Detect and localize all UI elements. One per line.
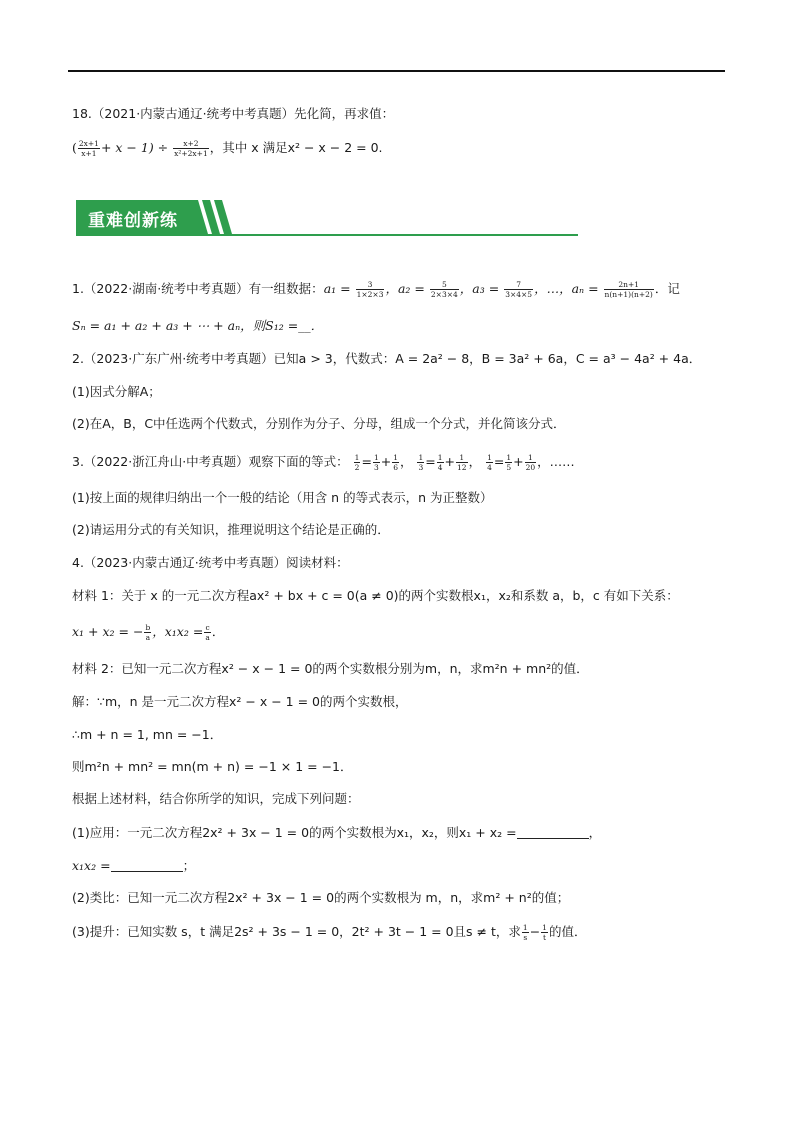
q18-fraction-1: $\frac{2x+1}{x+1}$ xyxy=(78,139,99,158)
p3-line-2: (1)按上面的规律归纳出一个一般的结论（用含 n 的等式表示，n 为正整数） xyxy=(72,490,493,505)
q18-title: 18.（2021·内蒙古通辽·统考中考真题）先化简，再求值： xyxy=(72,106,395,121)
q18-fraction-2: $\frac{x+2}{\text{x²+2x+1}}$ xyxy=(174,139,208,158)
p4-line-5: 解：∵m，n 是一元二次方程x² − x − 1 = 0的两个实数根， xyxy=(72,694,408,709)
p2-line-3: (2)在A，B，C中任选两个代数式，分别作为分子、分母，组成一个分式，并化简该分式． xyxy=(72,416,566,431)
q18-expression: ( $\frac{2x+1}{x+1}$ + x − 1) ÷ $\frac{x+2}{\text{x²+2x+1}}$ ，其中 x 满足x² − x − 2 = 0. xyxy=(72,139,383,158)
p1-line-1: 1.（2022·湖南·统考中考真题）有一组数据：a₁ = $\frac{3}{1\times 2\times 3}$ ，a₂ = $\frac{5}{2\times 3\times 4}$ ，a₃ = $\frac{7}{3\times 4\times 5}$ ，…，aₙ = $\frac{2n+1}{n(n+1)(n+2)}$ ．记 xyxy=(72,280,680,299)
p3-equation-1: $\frac{1}{2}$ = $\frac{1}{3}$ + $\frac{1}{6}$ xyxy=(354,453,398,472)
p4-line-11: (2)类比：已知一元二次方程2x² + 3x − 1 = 0的两个实数根为 m，n，求m² + n²的值； xyxy=(72,890,570,905)
p3-line-3: (2)请运用分式的有关知识，推理说明这个结论是正确的． xyxy=(72,522,390,537)
p3-line-1: 3.（2022·浙江舟山·中考真题）观察下面的等式： $\frac{1}{2}$ = $\frac{1}{3}$ + $\frac{1}{6}$ ， $\frac{1}{3}$ = $\frac{1}{4}$ + $\frac{1}{12}$ ， $\frac{1}{4}$ = $\frac{1}{5}$ + $\frac{1}{20}$ ，…… xyxy=(72,453,575,472)
p4-line-9: (1)应用：一元二次方程2x² + 3x − 1 = 0的两个实数根为x₁，x₂，则x₁ + x₂ = ， xyxy=(72,825,602,840)
section-rule xyxy=(76,234,578,236)
p3-equation-3: $\frac{1}{4}$ = $\frac{1}{5}$ + $\frac{1}{20}$ xyxy=(487,453,536,472)
section-title: 重难创新练 xyxy=(88,211,178,231)
p2-line-2: (1)因式分解A； xyxy=(72,384,161,399)
p4-line-1: 4.（2023·内蒙古通辽·统考中考真题）阅读材料： xyxy=(72,555,349,570)
p4-line-12: (3)提升：已知实数 s，t 满足2s² + 3s − 1 = 0，2t² + 3t − 1 = 0且s ≠ t，求 $\frac{1}{s}$ − $\frac{1}{t}$ 的值． xyxy=(72,923,587,942)
p4-line-8: 根据上述材料，结合你所学的知识，完成下列问题： xyxy=(72,791,360,806)
p2-line-1: 2.（2023·广东广州·统考中考真题）已知a > 3，代数式：A = 2a² − 8，B = 3a² + 6a，C = a³ − 4a² + 4a． xyxy=(72,351,702,366)
p4-line-3: x₁ + x₂ = − $\frac{b}{a}$ ，x₁x₂ = $\frac{c}{a}$ ． xyxy=(72,623,225,642)
p1-line-2: Sₙ = a₁ + a₂ + a₃ + ⋯ + aₙ，则S₁₂ =__． xyxy=(72,318,324,333)
p3-equation-2: $\frac{1}{3}$ = $\frac{1}{4}$ + $\frac{1}{12}$ xyxy=(418,453,467,472)
answer-blank[interactable] xyxy=(111,859,183,872)
p4-line-10: x₁x₂ = ； xyxy=(72,858,196,873)
header-rule xyxy=(68,70,725,72)
p4-line-4: 材料 2：已知一元二次方程x² − x − 1 = 0的两个实数根分别为m，n，求m²n + mn²的值． xyxy=(72,661,589,676)
p4-line-2: 材料 1：关于 x 的一元二次方程ax² + bx + c = 0(a ≠ 0)的两个实数根x₁，x₂和系数 a，b，c 有如下关系： xyxy=(72,588,679,603)
p4-line-6: ∴m + n = 1, mn = −1． xyxy=(72,727,223,742)
answer-blank[interactable] xyxy=(517,826,589,839)
p4-line-7: 则m²n + mn² = mn(m + n) = −1 × 1 = −1． xyxy=(72,759,353,774)
